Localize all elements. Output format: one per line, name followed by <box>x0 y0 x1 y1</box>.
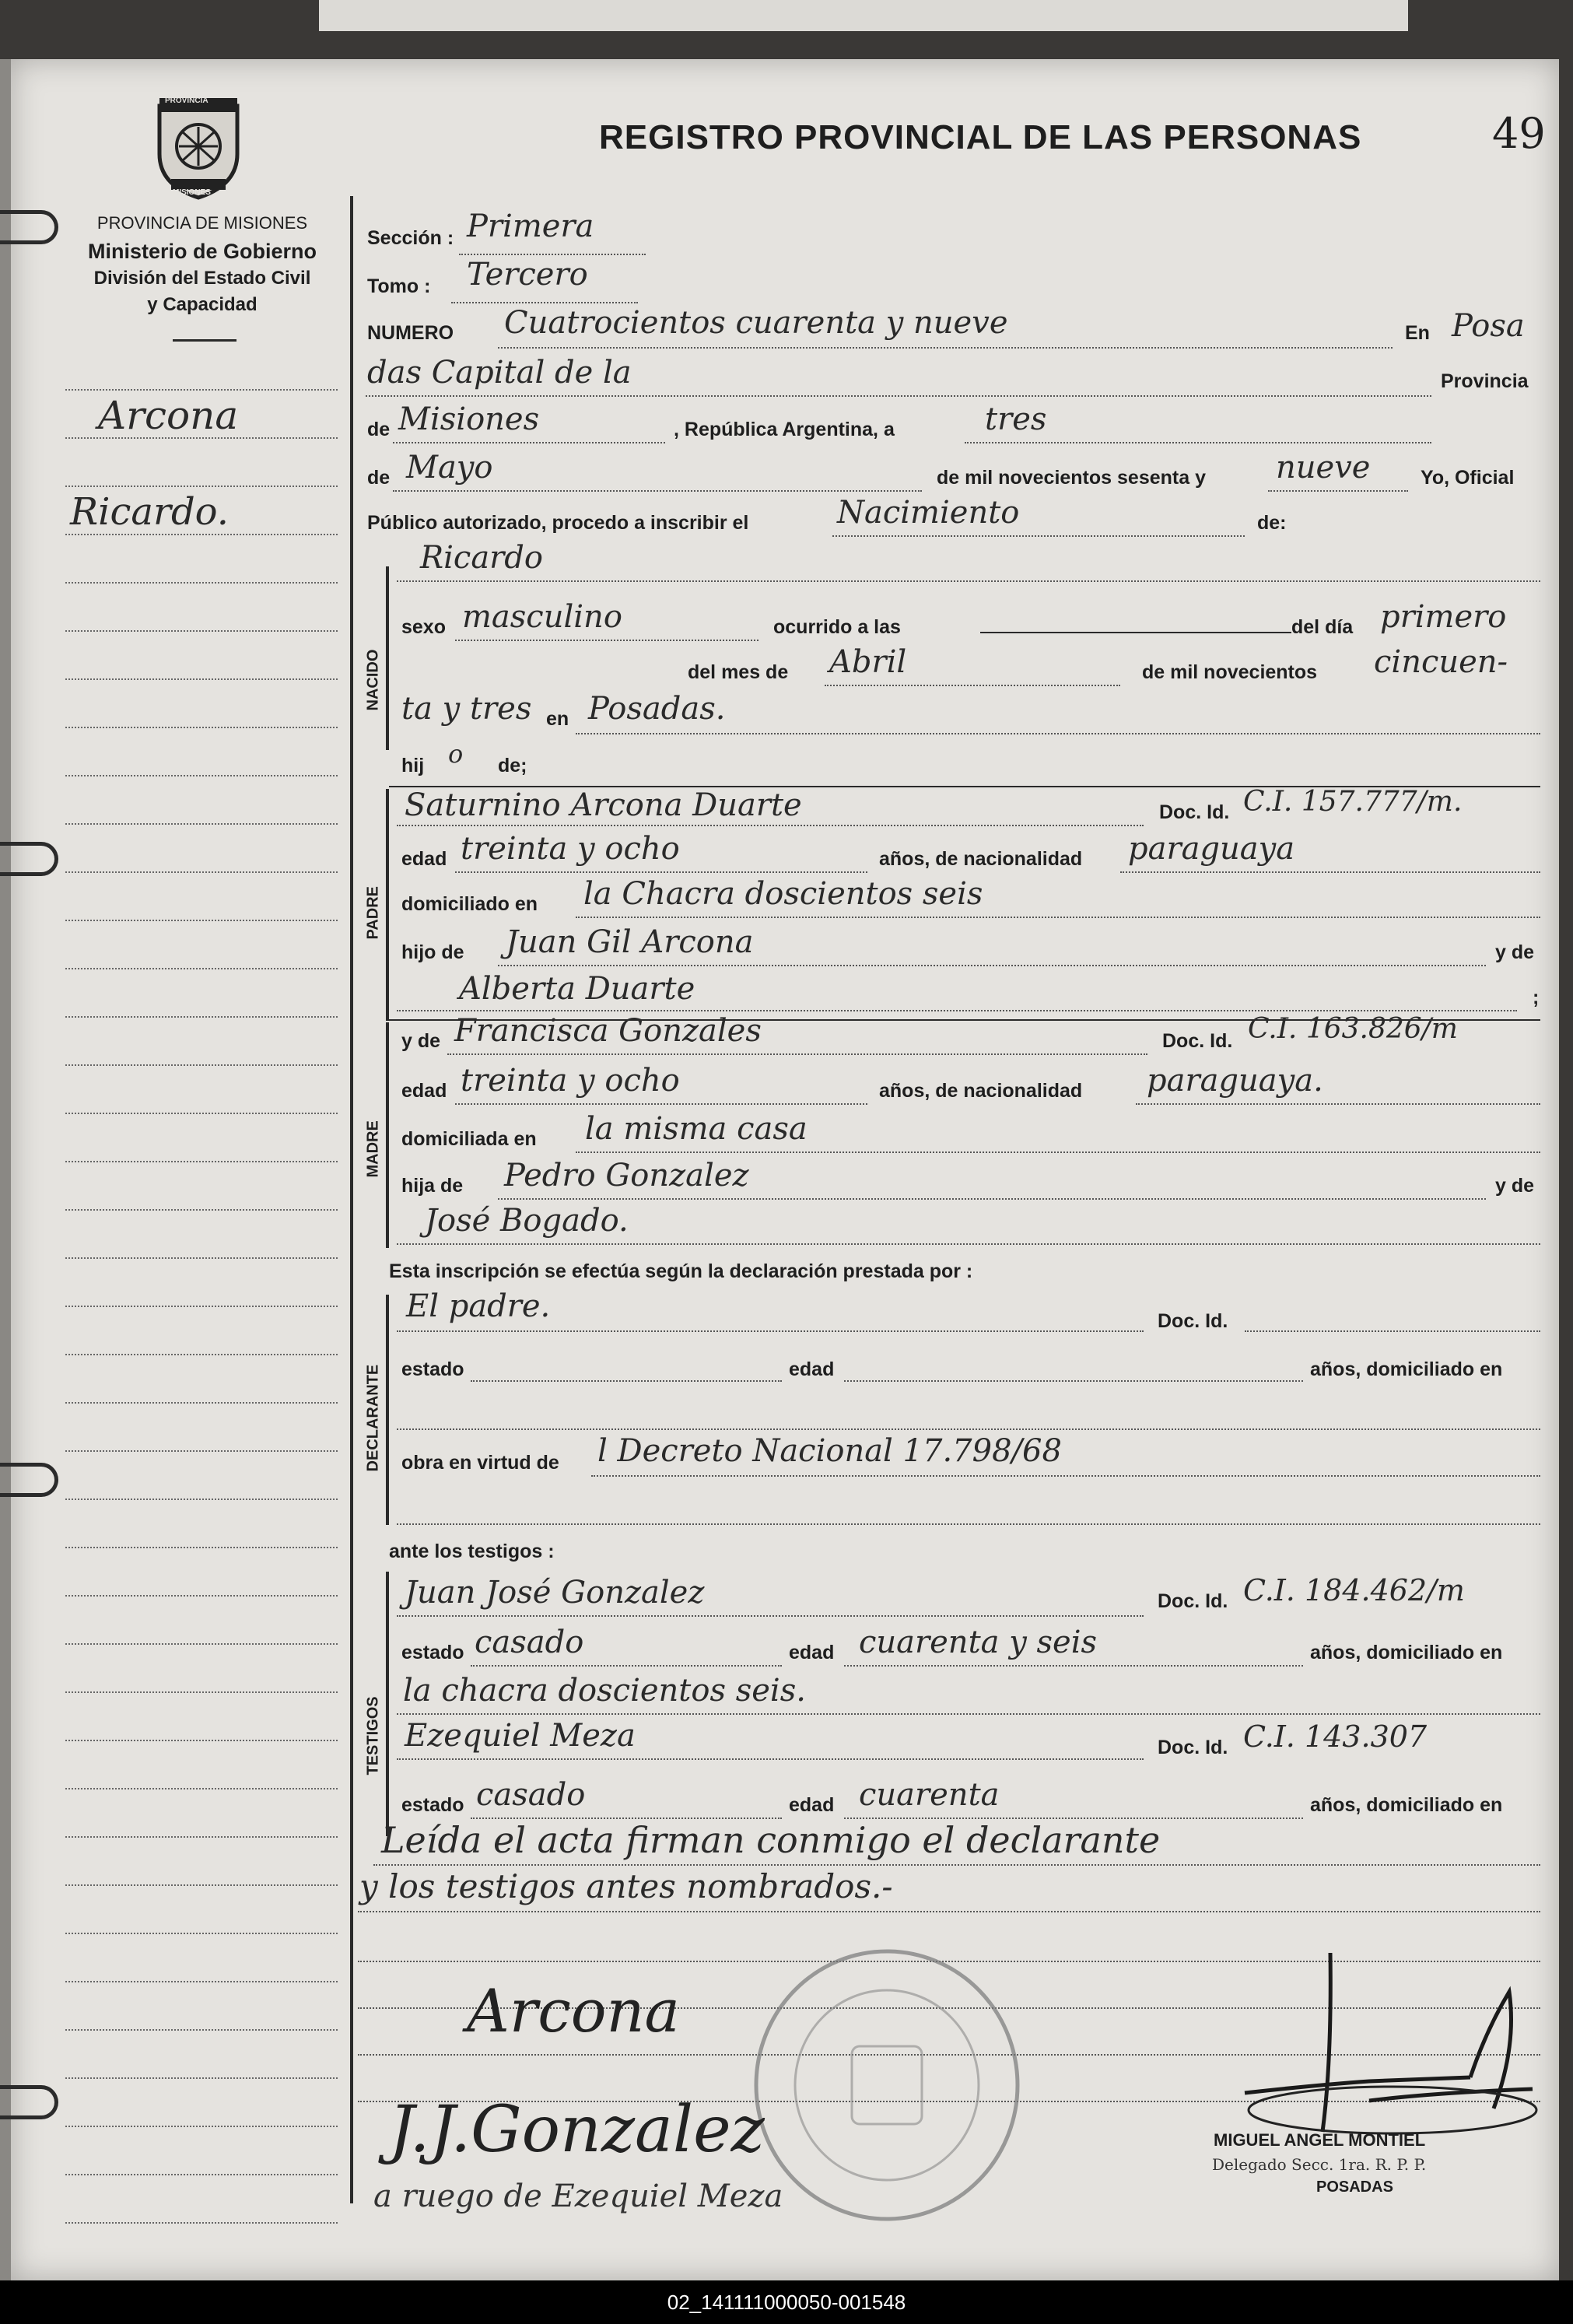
hij-label: hij <box>401 755 425 776</box>
publico-text: Público autorizado, procedo a inscribir el <box>367 512 749 534</box>
testigo1-doc-label: Doc. Id. <box>1158 1590 1228 1612</box>
declarante-rule <box>386 1295 389 1525</box>
anio-value: cincuen- <box>1374 644 1508 680</box>
main-vertical-rule <box>350 196 353 2203</box>
margin-line <box>65 1740 338 1741</box>
margin-line <box>65 389 338 391</box>
testigo1-edad-label: edad <box>789 1642 835 1663</box>
testigo2-edad-value: cuarenta <box>859 1777 1000 1813</box>
testigo2-name: Ezequiel Meza <box>405 1718 636 1754</box>
hij-value: o <box>448 739 464 769</box>
sexo-label: sexo <box>401 616 446 638</box>
de-label: de <box>367 419 391 440</box>
declarante-intro: Esta inscripción se efectúa según la declaración prestada por : <box>389 1260 973 1282</box>
margin-line <box>65 775 338 776</box>
day-value: tres <box>985 401 1047 437</box>
closing-line-1: Leída el acta firman conmigo el declarante <box>381 1819 1161 1861</box>
en-lugar-label: en <box>546 708 569 730</box>
section-label-testigos: TESTIGOS <box>364 1696 382 1775</box>
testigo2-anos-label: años, domiciliado en <box>1310 1794 1503 1816</box>
official-signature-icon <box>1198 1945 1540 2140</box>
madre-hija-value: Pedro Gonzalez <box>504 1158 749 1194</box>
oficial-label: Yo, Oficial <box>1421 467 1515 489</box>
padre-hijo-value: Juan Gil Arcona <box>506 924 754 960</box>
signature-2: J.J.Gonzalez <box>389 2093 765 2167</box>
madre-doc-label: Doc. Id. <box>1162 1030 1233 1052</box>
org-division: División del Estado Civil <box>93 268 311 289</box>
en-value: Posa <box>1452 308 1525 344</box>
margin-line <box>65 630 338 632</box>
page-title: REGISTRO PROVINCIAL DE LAS PERSONAS <box>599 118 1362 156</box>
binding-ring <box>0 842 58 876</box>
month-label: de <box>367 467 391 489</box>
anio-value-2: ta y tres <box>401 691 532 727</box>
top-sheet <box>319 0 1408 31</box>
margin-line <box>65 1161 338 1162</box>
padre-rule <box>386 789 389 1021</box>
testigo1-estado-label: estado <box>401 1642 464 1663</box>
testigo2-edad-label: edad <box>789 1794 835 1816</box>
margin-line <box>65 1884 338 1886</box>
city-value: das Capital de la <box>367 355 632 391</box>
signature-3: a ruego de Ezequiel Meza <box>373 2179 783 2214</box>
province-value: Misiones <box>398 401 540 437</box>
stamp-city: POSADAS <box>1316 2179 1393 2196</box>
testigo1-dom-value: la chacra doscientos seis. <box>403 1673 806 1709</box>
margin-given-name: Ricardo. <box>70 490 229 534</box>
padre-dom-label: domiciliado en <box>401 893 538 915</box>
margin-line <box>65 1788 338 1789</box>
madre-dom-label: domiciliada en <box>401 1128 537 1150</box>
mes-label: del mes de <box>688 661 789 683</box>
del-dia-label: del día <box>1291 616 1354 638</box>
declarante-anos-label: años, domiciliado en <box>1310 1358 1503 1380</box>
ocurrido-label: ocurrido a las <box>773 616 901 638</box>
margin-line <box>65 534 338 535</box>
testigo1-name: Juan José Gonzalez <box>405 1575 705 1611</box>
margin-line <box>65 968 338 969</box>
madre-nac-value: paraguaya. <box>1147 1063 1323 1099</box>
madre-yde-label: y de <box>401 1030 441 1052</box>
madre-name: Francisca Gonzales <box>454 1013 762 1049</box>
margin-line <box>65 1691 338 1693</box>
margin-line <box>65 1113 338 1114</box>
padre-edad-value: treinta y ocho <box>461 831 680 867</box>
section-label-nacido: NACIDO <box>364 649 382 711</box>
padre-semicolon: ; <box>1533 987 1540 1008</box>
margin-line <box>65 582 338 584</box>
anio-label: de mil novecientos <box>1142 661 1318 683</box>
seccion-value: Primera <box>467 209 594 244</box>
tomo-value: Tercero <box>467 257 588 293</box>
image-id-footer: 02_141111000050-001548 <box>0 2280 1573 2324</box>
margin-line <box>65 1595 338 1597</box>
signature-1: Arcona <box>467 1976 680 2045</box>
month-value: Mayo <box>406 450 493 485</box>
binding-ring <box>0 1463 58 1497</box>
section-label-padre: PADRE <box>364 885 382 940</box>
margin-line <box>65 678 338 680</box>
madre-nac-label: años, de nacionalidad <box>879 1080 1083 1102</box>
hora-line <box>980 632 1291 633</box>
margin-line <box>65 1981 338 1982</box>
margin-line <box>65 1836 338 1838</box>
padre-yde-label: y de <box>1495 941 1535 963</box>
nacido-name: Ricardo <box>420 540 543 576</box>
madre-dom-value: la misma casa <box>585 1111 808 1147</box>
declarante-name: El padre. <box>406 1288 551 1324</box>
padre-edad-label: edad <box>401 848 447 870</box>
margin-line <box>65 1257 338 1259</box>
testigo1-doc-value: C.I. 184.462/m <box>1243 1573 1465 1607</box>
margin-line <box>65 2222 338 2224</box>
lugar-value: Posadas. <box>588 691 726 727</box>
padre-hijo-label: hijo de <box>401 941 464 963</box>
testigo2-doc-label: Doc. Id. <box>1158 1737 1228 1758</box>
folio-number: 49 <box>1492 109 1546 158</box>
testigo2-estado-label: estado <box>401 1794 464 1816</box>
margin-line <box>65 2029 338 2031</box>
section-label-declarante: DECLARANTE <box>364 1364 382 1472</box>
margin-line <box>65 2077 338 2079</box>
padre-madre-value: Alberta Duarte <box>459 971 695 1007</box>
margin-line <box>65 2174 338 2175</box>
de-colon: de: <box>1257 512 1287 534</box>
dia-value: primero <box>1380 599 1507 635</box>
margin-surname: Arcona <box>98 393 239 438</box>
margin-line <box>65 1306 338 1307</box>
declarante-estado-label: estado <box>401 1358 464 1380</box>
testigo1-estado-value: casado <box>475 1625 584 1660</box>
year-value: nueve <box>1276 450 1371 485</box>
binding-ring <box>0 2085 58 2119</box>
padre-dom-value: la Chacra doscientos seis <box>583 876 983 912</box>
margin-line <box>65 920 338 921</box>
hij-de-label: de; <box>498 755 527 776</box>
madre-rule <box>386 1022 389 1248</box>
declarante-edad-label: edad <box>789 1358 835 1380</box>
binding-edge <box>0 59 11 2280</box>
act-value: Nacimiento <box>837 495 1020 531</box>
testigos-rule <box>386 1572 389 1836</box>
margin-line <box>65 485 338 487</box>
margin-line <box>65 1933 338 1934</box>
margin-line <box>65 1209 338 1211</box>
provincial-seal-icon <box>148 92 249 201</box>
seal-bottom-text: MISIONES <box>173 188 211 197</box>
margin-line <box>65 1354 338 1355</box>
madre-yde2-label: y de <box>1495 1175 1535 1197</box>
provincia-label: Provincia <box>1441 370 1529 392</box>
testigo1-anos-label: años, domiciliado en <box>1310 1642 1503 1663</box>
en-label: En <box>1405 322 1430 344</box>
madre-edad-value: treinta y ocho <box>461 1063 680 1099</box>
seccion-label: Sección : <box>367 227 454 249</box>
testigo2-estado-value: casado <box>476 1777 586 1813</box>
seal-top-text: PROVINCIA <box>165 96 208 105</box>
margin-line <box>65 823 338 825</box>
padre-nac-value: paraguaya <box>1128 831 1295 867</box>
margin-line <box>65 871 338 873</box>
madre-madre-value: José Bogado. <box>425 1203 629 1239</box>
declarante-doc-label: Doc. Id. <box>1158 1310 1228 1332</box>
year-text: de mil novecientos sesenta y <box>937 467 1206 489</box>
padre-doc-value: C.I. 157.777/m. <box>1243 786 1463 818</box>
margin-line <box>65 1499 338 1500</box>
padre-doc-label: Doc. Id. <box>1159 801 1230 823</box>
margin-line <box>65 1402 338 1404</box>
padre-nac-label: años, de nacionalidad <box>879 848 1083 870</box>
margin-line <box>65 2126 338 2127</box>
padre-name: Saturnino Arcona Duarte <box>405 787 802 823</box>
tomo-label: Tomo : <box>367 275 431 297</box>
stamp-role: Delegado Secc. 1ra. R. P. P. <box>1212 2155 1427 2174</box>
mes-value: Abril <box>829 644 907 680</box>
madre-hija-label: hija de <box>401 1175 464 1197</box>
margin-line <box>65 1643 338 1645</box>
section-label-madre: MADRE <box>364 1120 382 1178</box>
testigo2-doc-value: C.I. 143.307 <box>1243 1719 1428 1754</box>
org-ministry: Ministerio de Gobierno <box>87 240 317 263</box>
declarante-obra-label: obra en virtud de <box>401 1452 559 1474</box>
madre-edad-label: edad <box>401 1080 447 1102</box>
madre-doc-value: C.I. 163.826/m <box>1248 1013 1458 1045</box>
divider <box>173 339 236 342</box>
declarante-obra-value: l Decreto Nacional 17.798/68 <box>597 1433 1062 1469</box>
testigo1-edad-value: cuarenta y seis <box>859 1625 1098 1660</box>
org-division-2: y Capacidad <box>147 294 257 315</box>
nacido-rule <box>386 566 389 750</box>
margin-line <box>65 727 338 728</box>
closing-line-2: y los testigos antes nombrados.- <box>359 1867 893 1905</box>
margin-line <box>65 1064 338 1066</box>
margin-line <box>65 1016 338 1018</box>
binding-ring <box>0 210 58 244</box>
stamp-name: MIGUEL ANGEL MONTIEL <box>1214 2130 1426 2150</box>
margin-line <box>65 1547 338 1548</box>
republica-label: , República Argentina, a <box>674 419 895 440</box>
margin-line <box>65 1450 338 1452</box>
testigos-intro: ante los testigos : <box>389 1541 555 1562</box>
numero-value: Cuatrocientos cuarenta y nueve <box>504 305 1008 341</box>
official-seal-icon <box>747 1945 1027 2225</box>
numero-label: NUMERO <box>367 322 454 344</box>
org-province: PROVINCIA DE MISIONES <box>96 213 308 233</box>
sexo-value: masculino <box>462 599 622 635</box>
